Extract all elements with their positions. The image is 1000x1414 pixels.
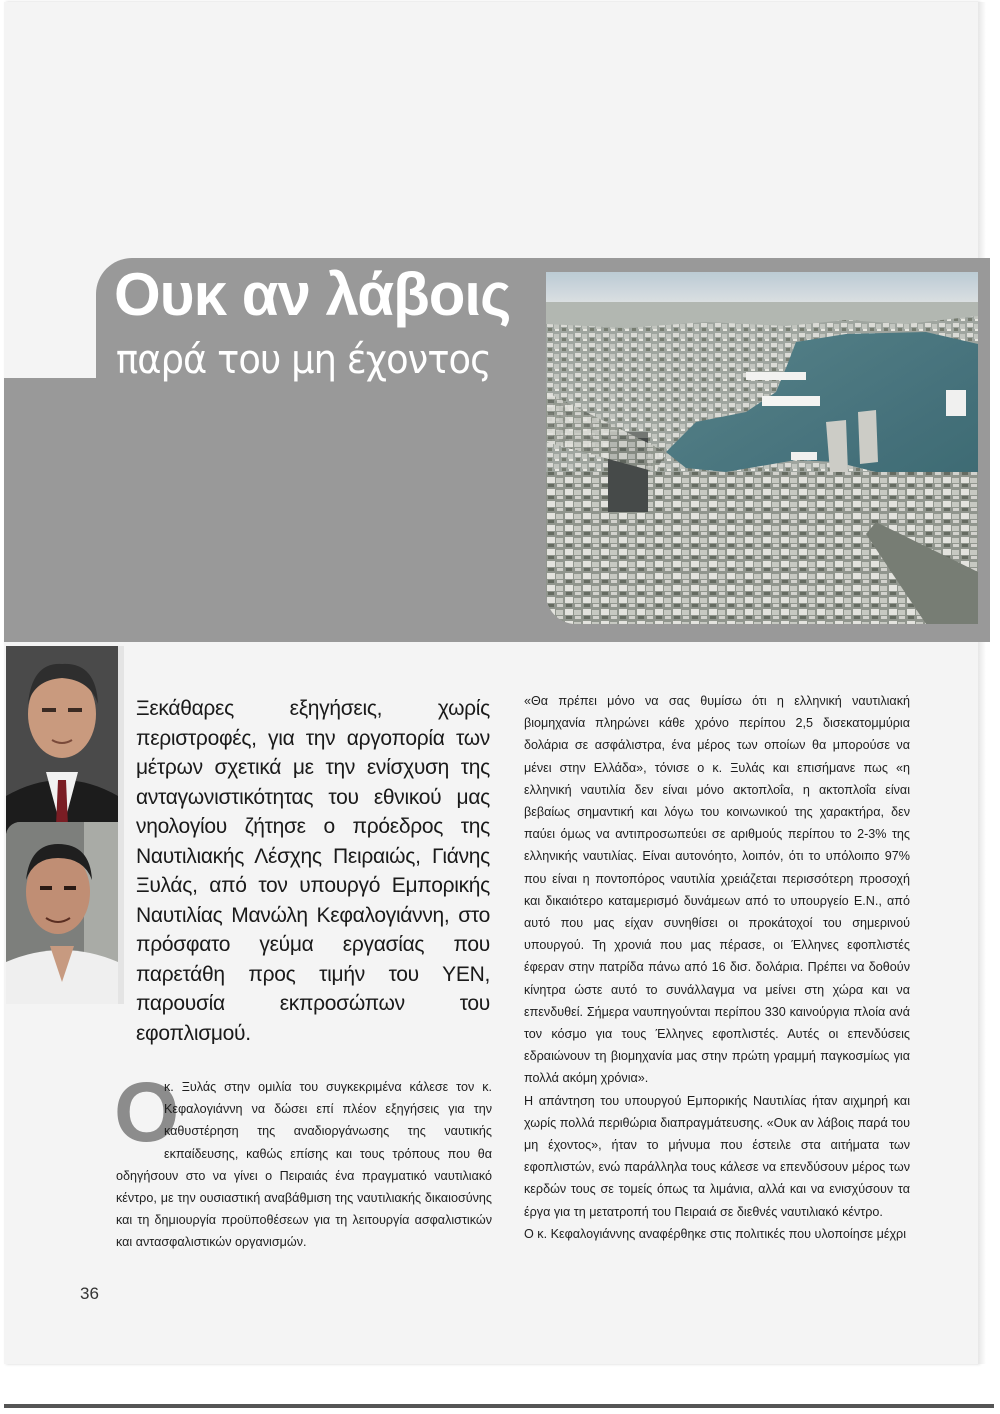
page-number: 36 (80, 1284, 99, 1303)
page-edge (978, 2, 986, 1364)
body-column-2 (524, 690, 910, 1245)
drop-cap-spacer (116, 1076, 164, 1144)
scan-bottom-rule (4, 1404, 994, 1408)
header-panel (4, 378, 534, 642)
article-title: Ουκ αν λάβοις (114, 261, 511, 328)
harbour-photo (546, 272, 978, 624)
portrait-kefalogiannis (6, 822, 118, 1004)
body-paragraph: Η απάντηση του υπουργού Εμπορικής Ναυτιλίας ήταν αιχμηρή και χωρίς πολλά περιθώρια διαπραγμάτευσης. «Ουκ αν λάβοις παρά του μη έχοντος», ήταν το μήνυμα που έστειλε στα αιτήματα των εφοπλιστών, ενώ παράλληλα τους κάλεσε να επενδύσουν μέρος των κερδών τους σε τομείς όπως τα λιμάνια, αλλά και να ενισχύσουν τα έργα για τη μετατροπή του Πειραιά σε διεθνές ναυτιλιακό κέντρο. (524, 1093, 910, 1219)
article-lead: Ξεκάθαρες εξηγήσεις, χωρίς περιστροφές, για την αργοπορία των μέτρων σχετικά με την ενίσχυση της ανταγωνιστικότητας του εθνικού μας νηολογίου ζήτησε ο πρόεδρος της Ναυτιλιακής Λέσχης Πειραιώς, Γιάνης Ξυλάς, από τον υπουργό Εμπορικής Ναυτιλίας Μανώλη Κεφαλογιάννη, στο πρόσφατο γεύμα εργασίας που παρετάθη προς τιμήν του ΥΕΝ, παρουσία εκπροσώπων του εφοπλισμού. (136, 697, 490, 1045)
article-subtitle: παρά του μη έχοντος (116, 337, 491, 383)
drop-cap: Ο (114, 1065, 180, 1159)
body-paragraph: Ο κ. Κεφαλογιάννης αναφέρθηκε στις πολιτικές που υλοποίησε μέχρι (524, 1226, 907, 1241)
body-paragraph: «Θα πρέπει μόνο να σας θυμίσω ότι η ελληνική ναυτιλιακή βιομηχανία πληρώνει κάθε χρόνο περίπου 2,5 δισεκατομμύρια δολάρια σε ασφάλιστρα, ένα μέρος των οποίων θα μπορούσε να μένει στην Ελλάδα», τόνισε ο κ. Ξυλάς και επισήμανε πως «η ελληνική ναυτιλία δεν είναι μόνο ακτοπλοΐα, η ακτοπλοΐα είναι βεβαίως σημαντική και λόγω του κοινωνικού της χαρακτήρα, δεν παύει όμως να αντιπροσωπεύει σε αριθμούς περίπου το 2-3% της ελληνικής ναυτιλίας. Είναι αυτονόητο, λοιπόν, ότι το υπόλοιπο 97% που είναι η ποντοπόρος ναυτιλία χρειάζεται περισσότερη προσοχή και δικαιότερο καταμερισμό δυνάμεων από το υπουργείο Ε.Ν., από αυτό που μας είχαν συνηθίσει οι προκάτοχοί του σημερινού υπουργού. Τη χρονιά που μας πέρασε, οι Έλληνες εφοπλιστές έφεραν στην πατρίδα πάνω από 16 δισ. δολάρια. Πρέπει να δοθούν κίνητρα ώστε αυτό το συνάλλαγμα να μείνει στη χώρα και να επενδυθεί. Σήμερα ναυπηγούνται περίπου 330 καινούργια πλοία ανά τον κόσμο για τους Έλληνες εφοπλιστές. Αυτές οι επενδύσεις εδραιώνουν τη βιομηχανία μας στην πρώτη γραμμή παγκοσμίως για πολλά ακόμη χρόνια». (524, 694, 910, 1086)
body-column-1 (116, 1076, 492, 1254)
portrait-xylas (6, 646, 118, 834)
body-column-1-text: κ. Ξυλάς στην ομιλία του συγκεκριμένα κάλεσε τον κ. Κεφαλογιάννη να δώσει επί πλέον εξηγήσεις για την καθυστέρηση της αναδιοργάνωσης της ναυτικής εκπαίδευσης, καθώς επίσης και τους τρόπους που θα οδηγήσουν στο να γίνει ο Πειραιάς ένα πραγματικό ναυτιλιακό κέντρο, με την ουσιαστική αναβάθμιση της ναυτιλιακής δικαιοσύνης και τη δημιουργία προϋποθέσεων για τη λειτουργία ασφαλιστικών και αντασφαλιστικών οργανισμών. (116, 1080, 492, 1250)
image-divider (118, 646, 124, 1004)
